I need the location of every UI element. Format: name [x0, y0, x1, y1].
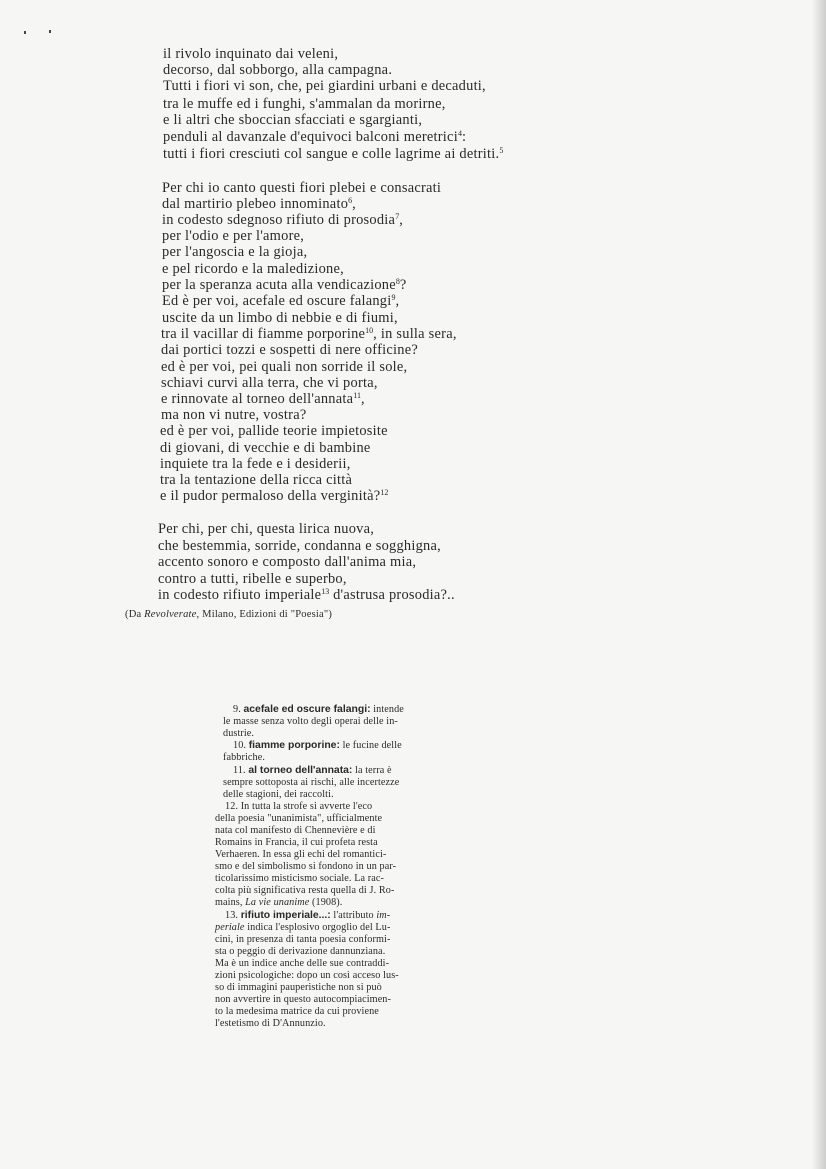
note-text: to la medesima matrice da cui proviene	[215, 1006, 379, 1017]
footnote-mark: 6	[348, 196, 353, 205]
note-text: mains,	[215, 897, 246, 908]
note-text: so di immagini pauperistiche non si può	[215, 982, 382, 993]
note-text: le masse senza volto degli operai delle in-	[223, 716, 398, 727]
poem-line	[161, 327, 457, 341]
note-number: 10.	[233, 740, 247, 751]
poem-line: decorso, dal sobborgo, alla campagna.	[163, 62, 393, 78]
attribution-title: Revolverate	[144, 609, 197, 620]
note-text	[215, 898, 342, 908]
poem-line: per l'angoscia e la gioja,	[162, 244, 308, 260]
note-text: Verhaeren. In essa gli echi del romantici-	[215, 849, 387, 860]
line-text: ,	[395, 293, 400, 309]
footnote-9	[233, 705, 404, 715]
note-text: zioni psicologiche: dopo un così acceso lus-	[215, 970, 399, 981]
footnote-13	[225, 911, 390, 921]
line-text: per la speranza acuta alla vendicazione	[162, 277, 396, 293]
poem-line: ed è per voi, pallide teorie impietosite	[160, 423, 388, 439]
footnote-mark: 8	[395, 277, 400, 286]
poem-line: Tutti i fiori vi son, che, pei giardini urbani e decaduti,	[163, 78, 486, 94]
poem-line: per l'odio e per l'amore,	[162, 228, 305, 244]
scan-speck	[49, 30, 51, 33]
poem-line: il rivolo inquinato dai veleni,	[163, 46, 339, 62]
note-italic: La vie unanime	[245, 897, 310, 908]
note-italic: im-	[376, 910, 391, 921]
footnote-12	[225, 802, 372, 812]
note-text: le fucine delle	[339, 740, 402, 751]
note-text: l'attributo	[330, 910, 377, 921]
line-text: ,	[360, 391, 365, 407]
footnote-mark: 11	[353, 391, 361, 400]
attribution-prefix: (Da	[125, 609, 145, 620]
poem-line	[162, 294, 399, 308]
poem-line: accento sonoro e composto dall'anima mia,	[158, 554, 417, 570]
footnote-10	[233, 741, 402, 751]
line-text: ,	[352, 196, 356, 212]
note-text: (1908).	[309, 897, 343, 908]
footnote-11	[233, 766, 392, 776]
note-term: rifiuto imperiale...:	[240, 910, 331, 921]
poem-line: che bestemmia, sorride, condanna e sogghigna,	[158, 538, 441, 554]
footnote-mark: 12	[380, 488, 389, 497]
line-text: dal martirio plebeo innominato	[162, 196, 349, 212]
line-text: d'astrusa prosodia?..	[329, 587, 455, 603]
poem-line: ed è per voi, pei quali non sorride il sole,	[161, 359, 408, 375]
scan-speck	[24, 31, 26, 34]
note-text	[215, 923, 390, 933]
note-text: non avvertire in questo autocompiacimen-	[215, 994, 391, 1005]
line-text: e rinnovate al torneo dell'annata	[161, 391, 354, 407]
line-text: in codesto sdegnoso rifiuto di prosodia	[162, 212, 396, 228]
page-edge-shadow	[812, 0, 826, 1169]
note-term: acefale ed oscure falangi:	[243, 704, 371, 715]
line-text: :	[461, 129, 467, 145]
note-text: la terra è	[352, 765, 392, 776]
footnote-mark: 4	[457, 129, 462, 138]
note-text: delle stagioni, dei raccolti.	[223, 789, 334, 800]
note-number: 13.	[225, 910, 239, 921]
note-number: 11.	[233, 765, 246, 776]
poem-line	[162, 213, 403, 227]
note-text: sempre sottoposta ai rischi, alle incertezze	[223, 777, 400, 788]
poem-line	[162, 197, 356, 211]
poem-line	[163, 130, 466, 144]
poem-line	[163, 147, 503, 161]
line-text: e il pudor permaloso della verginità?	[160, 488, 381, 504]
line-text: ?	[399, 277, 407, 293]
poem-line: e pel ricordo e la maledizione,	[162, 261, 344, 277]
poem-line: e li altri che sboccian sfacciati e sgargianti,	[163, 112, 423, 128]
note-text: dustrie.	[223, 728, 255, 739]
poem-line	[162, 278, 407, 292]
poem-line: di giovani, di vecchie e di bambine	[160, 440, 371, 456]
note-text: In tutta la strofe si avverte l'eco	[238, 801, 373, 812]
note-text: colta più significativa resta quella di J. Ro-	[215, 885, 395, 896]
note-text: ticolarissimo misticismo sociale. La rac-	[215, 873, 385, 884]
footnote-mark: 5	[499, 146, 504, 155]
poem-line: inquiete tra la fede e i desiderii,	[160, 456, 351, 472]
poem-line: tra la tentazione della ricca città	[160, 472, 353, 488]
poem-line: ma non vi nutre, vostra?	[161, 407, 307, 423]
note-text: fabbriche.	[223, 752, 266, 763]
line-text: in codesto rifiuto imperiale	[158, 587, 322, 603]
note-term: al torneo dell'annata:	[248, 765, 353, 776]
note-italic: periale	[215, 922, 245, 933]
poem-line: tra le muffe ed i funghi, s'ammalan da morirne,	[163, 96, 446, 112]
note-text: indica l'esplosivo orgoglio del Lu-	[244, 922, 391, 933]
poem-line: Per chi, per chi, questa lirica nuova,	[158, 521, 375, 537]
note-text: intende	[370, 704, 404, 715]
poem-line: dai portici tozzi e sospetti di nere officine?	[161, 342, 418, 358]
line-text: tra il vacillar di fiamme porporine	[161, 326, 366, 342]
poem-line: contro a tutti, ribelle e superbo,	[158, 571, 347, 587]
note-text: smo e del simbolismo si fondono in un par-	[215, 861, 397, 872]
footnote-mark: 9	[391, 293, 396, 302]
source-attribution	[125, 609, 332, 620]
note-text: Ma è un indice anche delle sue contraddi-	[215, 958, 390, 969]
note-number: 9.	[233, 704, 241, 715]
footnote-mark: 13	[321, 587, 330, 596]
note-text: della poesia "unanimista", ufficialmente	[215, 813, 383, 824]
attribution-suffix: , Milano, Edizioni di "Poesia")	[196, 609, 333, 620]
poem-line: schiavi curvi alla terra, che vi porta,	[161, 375, 378, 391]
note-number: 12.	[225, 801, 239, 812]
line-text: ,	[399, 212, 404, 228]
line-text: penduli al davanzale d'equivoci balconi meretrici	[163, 129, 458, 145]
line-text: Ed è per voi, acefale ed oscure falangi	[162, 293, 392, 309]
footnote-mark: 10	[365, 326, 374, 335]
note-text: nata col manifesto di Chennevière e di	[215, 825, 376, 836]
poem-line: uscite da un limbo di nebbie e di fiumi,	[162, 310, 398, 326]
poem-line	[158, 588, 455, 602]
note-text: l'estetismo di D'Annunzio.	[215, 1018, 326, 1029]
line-text: , in sulla sera,	[373, 326, 457, 342]
footnote-mark: 7	[395, 212, 400, 221]
poem-line	[160, 489, 388, 503]
poem-line: Per chi io canto questi fiori plebei e consacrati	[162, 180, 442, 196]
note-text: Romains in Francia, il cui profeta resta	[215, 837, 378, 848]
poem-line	[161, 392, 365, 406]
note-text: cini, in presenza di tanta poesia conformi-	[215, 934, 391, 945]
note-term: fiamme porporine:	[248, 740, 340, 751]
line-text: tutti i fiori cresciuti col sangue e colle lagrime ai detriti.	[163, 146, 500, 162]
note-text: sta o peggio di derivazione dannunziana.	[215, 946, 386, 957]
